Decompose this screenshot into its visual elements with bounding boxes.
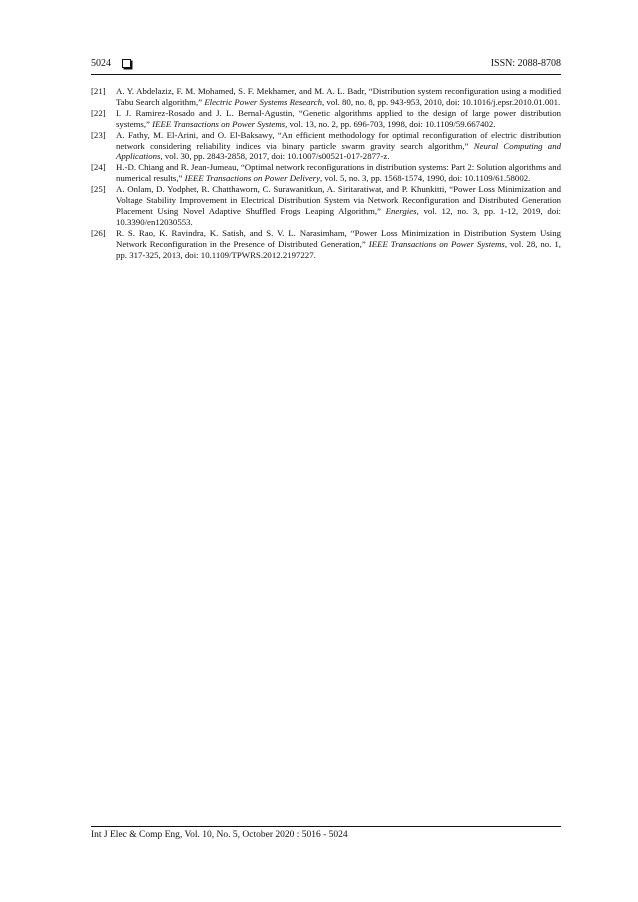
reference-journal: IEEE Transactions on Power Delivery: [184, 173, 320, 184]
issn-label: ISSN: 2088-8708: [490, 58, 561, 69]
reference-number: [23]: [91, 129, 106, 140]
reference-journal: Electric Power Systems Research: [204, 96, 322, 107]
journal-footer: Int J Elec & Comp Eng, Vol. 10, No. 5, October 2020 : 5016 - 5024: [91, 830, 348, 840]
reference-details: , vol. 12, no. 3, pp. 1-12, 2019, doi: 10.3390/en12030553.: [116, 205, 562, 227]
reference-authors-title: H.-D. Chiang and R. Jean-Jumeau, “Optimal network reconfigurations in distribution systems: Part 2: Solution algorithms and numerical results,”: [116, 162, 561, 184]
reference-number: [25]: [91, 184, 106, 195]
checkbox-square-icon: [122, 59, 131, 68]
reference-26: [91, 228, 561, 261]
header-divider: [91, 74, 561, 75]
reference-25: [91, 184, 561, 228]
reference-journal: IEEE Transactions on Power Systems: [152, 118, 286, 129]
reference-24: [91, 162, 561, 184]
reference-journal: Energies: [385, 205, 417, 216]
footer-divider: [91, 826, 561, 827]
reference-22: [91, 108, 561, 130]
reference-authors-title: I. J. Ramirez-Rosado and J. L. Bernal-Agustin, “Genetic algorithms applied to the design of large power distribution systems,”: [116, 107, 561, 129]
reference-details: , vol. 30, pp. 2843-2858, 2017, doi: 10.1007/s00521-017-2877-z.: [160, 151, 390, 162]
reference-authors-title: A. Fathy, M. El-Arini, and O. El-Baksawy, “An efficient methodology for optimal reconfiguration of electric distribution network considering reliability indices via binary particle swarm gravity search algorithm,”: [116, 129, 561, 151]
page-header: [91, 58, 561, 74]
page-number: 5024: [91, 58, 111, 69]
reference-authors-title: A. Y. Abdelaziz, F. M. Mohamed, S. F. Mekhamer, and M. A. L. Badr, “Distribution system reconfiguration using a modified Tabu Search algorithm,”: [116, 86, 561, 107]
reference-number: [21]: [91, 86, 106, 96]
reference-number: [22]: [91, 107, 106, 118]
reference-journal: IEEE Transactions on Power Systems: [368, 238, 505, 249]
reference-authors-title: R. S. Rao, K. Ravindra, K. Satish, and S. V. L. Narasimham, “Power Loss Minimization in Distribution System Using Network Reconfiguration in the Presence of Distributed Generation,”: [116, 227, 561, 249]
reference-details: , vol. 28, no. 1, pp. 317-325, 2013, doi: 10.1109/TPWRS.2012.2197227.: [116, 238, 561, 260]
reference-number: [24]: [91, 162, 106, 173]
reference-details: , vol. 5, no. 3, pp. 1568-1574, 1990, doi: 10.1109/61.58002.: [320, 173, 531, 184]
reference-authors-title: A. Onlam, D. Yodphet, R. Chatthaworn, C. Surawanitkun, A. Siritaratiwat, and P. Khunkitti, “Power Loss Minimization and Voltage Stability Improvement in Electrical Distribution System via Network Reconfiguration and Distributed Generation Placement Using Novel Adaptive Shuffled Frogs Leaping Algorithm,”: [116, 184, 561, 216]
reference-list: [91, 86, 561, 261]
reference-details: , vol. 80, no. 8, pp. 943-953, 2010, doi: 10.1016/j.epsr.2010.01.001.: [321, 96, 561, 107]
reference-details: , vol. 13, no. 2, pp. 696-703, 1998, doi: 10.1109/59.667402.: [285, 118, 496, 129]
reference-21: [91, 86, 561, 108]
reference-journal: Neural Computing and Applications: [116, 140, 561, 162]
reference-23: [91, 130, 561, 163]
reference-number: [26]: [91, 227, 106, 238]
